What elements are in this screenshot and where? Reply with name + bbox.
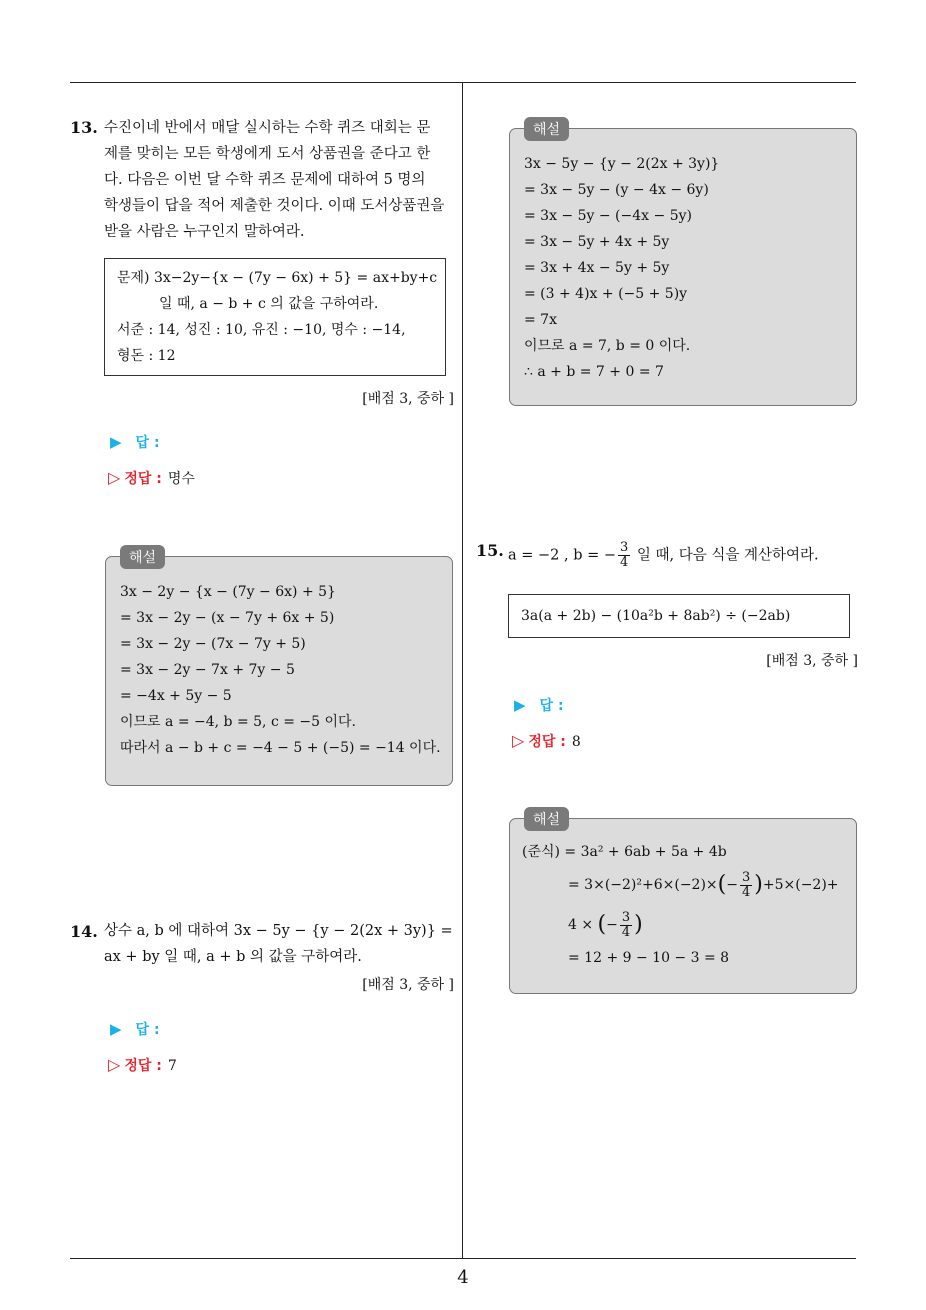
outline-play-icon: ▷: [108, 468, 121, 487]
q14-score: [배점 3, 중하 ]: [362, 977, 454, 993]
answer-label: 답 :: [135, 435, 160, 451]
column-divider: [462, 83, 463, 1258]
q13-score: [배점 3, 중하 ]: [362, 391, 454, 407]
q15-solution-fraction: [740, 871, 752, 900]
q15-minus-sign: −: [606, 917, 618, 933]
solution-tag: 해설: [120, 545, 165, 569]
q14-solution-line: = 3x − 5y − (y − 4x − 6y): [524, 182, 709, 198]
q13-solution-line: = −4x + 5y − 5: [120, 688, 232, 704]
q14-answer-row: [110, 1019, 160, 1039]
answer-label: 답 :: [539, 698, 564, 714]
q15-answer-row: [514, 695, 564, 715]
q13-correct-row: [108, 468, 195, 488]
q15-solution-box: [509, 812, 857, 994]
q14-solution-line: = 3x + 4x − 5y + 5y: [524, 260, 670, 276]
q15-solution-fraction: [620, 911, 632, 940]
q13-solution-line: 3x − 2y − {x − (7y − 6x) + 5}: [120, 584, 336, 600]
q14-correct-row: [108, 1055, 177, 1075]
answer-label: 답 :: [135, 1022, 160, 1038]
q15-score: [배점 3, 중하 ]: [766, 653, 858, 669]
play-icon: ▶: [110, 1020, 122, 1038]
q15-solution-part: = 3×(−2)²+6×(−2)×: [568, 877, 718, 893]
q14-solution-line: 3x − 5y − {y − 2(2x + 3y)}: [524, 156, 720, 172]
q14-solution-line: 이므로 a = 7, b = 0 이다.: [524, 338, 691, 354]
q15-frac-den: 4: [620, 555, 629, 570]
q15-correct-row: [512, 731, 581, 751]
q15-solution-line: = 12 + 9 − 10 − 3 = 8: [568, 950, 730, 966]
q15-solution-line: 4 × (− $\frac{3}{4}$ ): [568, 909, 643, 940]
q15-solution-line: (준식) = 3a² + 6ab + 5a + 4b: [522, 844, 727, 860]
page-number: 4: [457, 1267, 469, 1288]
q15-solution-part: +5×(−2)+: [762, 877, 839, 893]
q14-solution-line: = 7x: [524, 312, 557, 328]
q14-text-line: ax + by 일 때, a + b 의 값을 구하여라.: [104, 949, 362, 965]
bottom-rule: [70, 1258, 856, 1259]
q13-text-line: 학생들이 답을 적어 제출한 것이다. 이때 도서상품권을: [104, 198, 445, 214]
q15-minus-sign: −: [726, 877, 738, 893]
correct-label: 정답 :: [124, 1058, 162, 1074]
q14-solution-line: = 3x − 5y + 4x + 5y: [524, 234, 670, 250]
solution-tag: 해설: [524, 117, 569, 141]
correct-value: 명수: [167, 471, 195, 487]
q14-solution-line: = 3x − 5y − (−4x − 5y): [524, 208, 692, 224]
q15-text: [508, 541, 858, 570]
top-rule: [70, 82, 856, 83]
q13-box-line: 형돈 : 12: [117, 348, 176, 364]
q13-box-line: 문제) 3x−2y−{x − (7y − 6x) + 5} = ax+by+c: [117, 270, 438, 286]
q13-text-line: 수진이네 반에서 매달 실시하는 수학 퀴즈 대회는 문: [104, 120, 431, 136]
outline-play-icon: ▷: [512, 731, 525, 750]
q15-text-prefix: a = −2 , b = −: [508, 547, 617, 564]
q15-number: 15.: [476, 541, 504, 560]
q13-solution-line: = 3x − 2y − (x − 7y + 6x + 5): [120, 610, 335, 626]
correct-value: 8: [571, 734, 581, 750]
q13-text-line: 다. 다음은 이번 달 수학 퀴즈 문제에 대하여 5 명의: [104, 172, 426, 188]
q15-sol-frac-num: 3: [621, 909, 631, 925]
q15-solution-part: 4 ×: [568, 917, 594, 933]
q13-solution-line: = 3x − 2y − 7x + 7y − 5: [120, 662, 295, 678]
q13-solution-line: 이므로 a = −4, b = 5, c = −5 이다.: [120, 714, 356, 730]
q13-problem-box: [104, 258, 446, 376]
q13-text-line: 받을 사람은 누구인지 말하여라.: [104, 224, 305, 240]
correct-label: 정답 :: [124, 471, 162, 487]
q14-solution-line: ∴ a + b = 7 + 0 = 7: [524, 364, 664, 380]
q14-solution-line: = (3 + 4)x + (−5 + 5)y: [524, 286, 688, 302]
q13-box-line: 일 때, a − b + c 의 값을 구하여라.: [159, 296, 379, 312]
play-icon: ▶: [514, 696, 526, 714]
q14-text: [104, 918, 456, 970]
q15-expression-box: [508, 594, 850, 638]
q13-number: 13.: [70, 118, 98, 137]
outline-play-icon: ▷: [108, 1055, 121, 1074]
q13-text: [104, 115, 456, 245]
q14-number: 14.: [70, 922, 98, 941]
q15-solution-line: = 3×(−2)²+6×(−2)×(− $\frac{3}{4}$ )+5×(−2)+: [568, 869, 839, 900]
q15-fraction: [618, 541, 630, 570]
q13-text-line: 제를 맞히는 모든 학생에게 도서 상품권을 준다고 한: [104, 146, 431, 162]
q15-sol-frac-den: 4: [621, 924, 631, 940]
q13-solution-box: [105, 550, 453, 786]
solution-tag: 해설: [524, 807, 569, 831]
q13-solution-line: 따라서 a − b + c = −4 − 5 + (−5) = −14 이다.: [120, 740, 441, 756]
q15-text-suffix: 일 때, 다음 식을 계산하여라.: [632, 547, 819, 564]
q15-expression: 3a(a + 2b) − (10a²b + 8ab²) ÷ (−2ab): [521, 608, 791, 624]
play-icon: ▶: [110, 433, 122, 451]
q14-solution-box: [509, 122, 857, 406]
q15-frac-num: 3: [620, 540, 629, 555]
q15-sol-frac-num: 3: [741, 869, 751, 885]
correct-value: 7: [167, 1058, 177, 1074]
q13-box-line: 서준 : 14, 성진 : 10, 유진 : −10, 명수 : −14,: [117, 322, 406, 338]
correct-label: 정답 :: [528, 734, 566, 750]
q13-solution-line: = 3x − 2y − (7x − 7y + 5): [120, 636, 306, 652]
q14-text-line: 상수 a, b 에 대하여 3x − 5y − {y − 2(2x + 3y)} =: [104, 923, 453, 939]
q13-answer-row: [110, 432, 160, 452]
q15-sol-frac-den: 4: [741, 884, 751, 900]
